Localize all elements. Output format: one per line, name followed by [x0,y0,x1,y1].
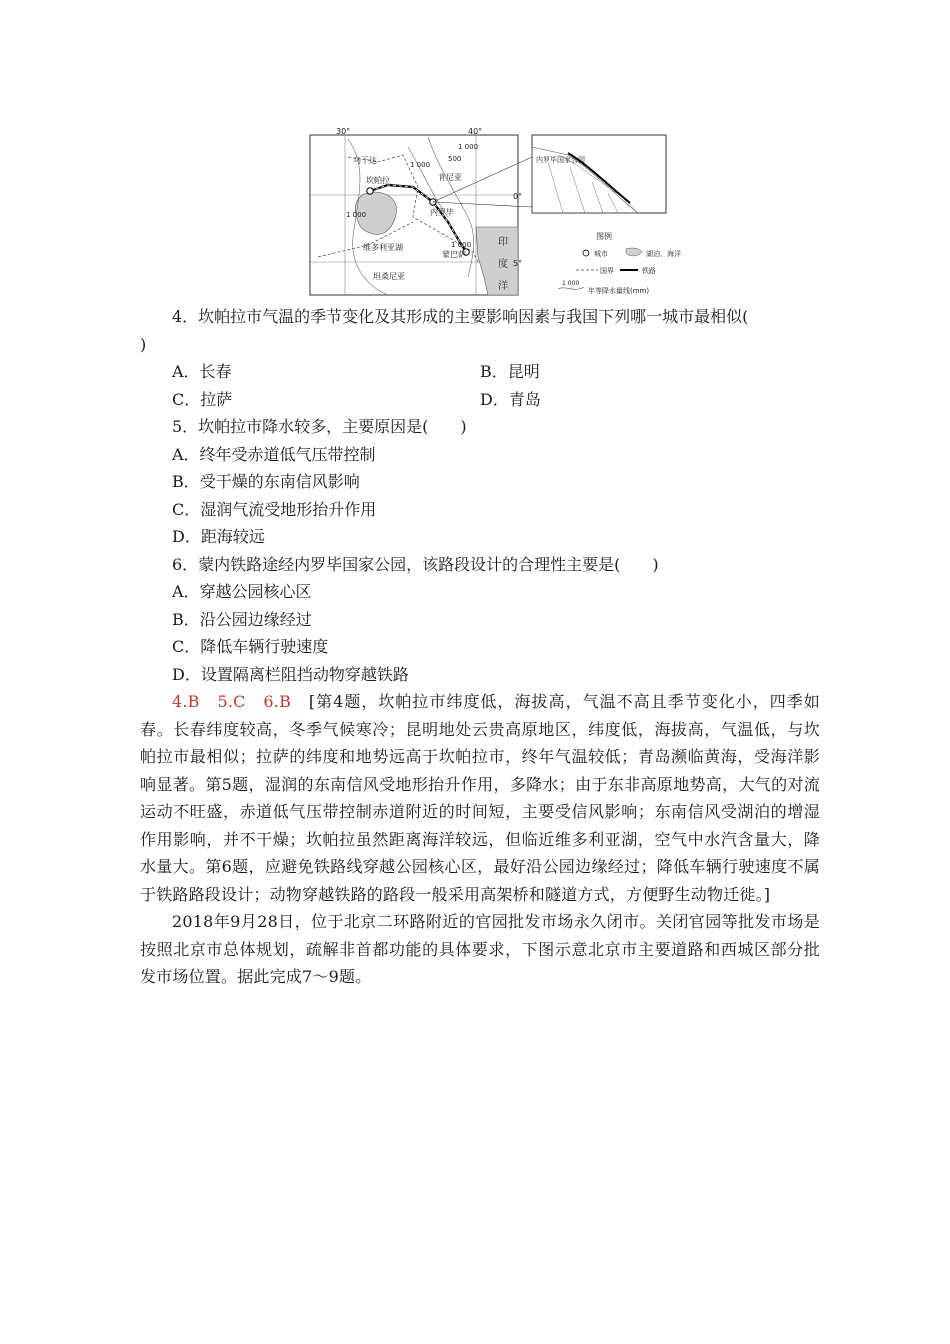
legend-label: 铁路 [642,267,656,275]
option: C．降低车辆行驶速度 [172,637,329,656]
city-label: 蒙巴萨 [442,250,466,259]
city-marker-kampala [367,188,373,194]
legend-label: 湖泊、海洋 [646,250,681,258]
question-stem: 4．坎帕拉市气温的季节变化及其形成的主要影响因素与我国下列哪一城市最相似( [172,307,749,326]
lat-label: 30° [336,127,351,136]
legend-isohyet-value: 1 000 [562,280,580,287]
lat-label: 5° [513,259,523,268]
answer-explanation [140,688,820,908]
country-label: 肯尼亚 [438,173,462,182]
answer-key: 4.B 5.C 6.B [172,692,292,711]
question-stem: 5．坎帕拉市降水较多，主要原因是( ) [172,417,467,436]
explanation-text: [第4题，坎帕拉市纬度低，海拔高，气温不高且季节变化小，四季如春。长春纬度较高，冬季气候寒冷；昆明地处云贵高原地区，纬度低，海拔高，气温低，与坎帕拉市最相似；拉萨的纬度和地势远高于坎帕拉市，终年气温较低；青岛濒临黄海，受海洋影响显著。第5题，湿润的东南信风受地形抬升作用，多降水；由于东非高原地势高，大气的对流运动不旺盛，赤道低气压带控制赤道附近的时间短，主要受信风影响；东南信风受湖泊的增湿作用影响，并不干燥；坎帕拉虽然距离海洋较远，但临近维多利亚湖，空气中水汽含量大，降水量大。第6题，应避免铁路线穿越公园核心区，最好沿公园边缘经过；降低车辆行驶速度不属于铁路路段设计；动物穿越铁路的路段一般采用高架桥和隧道方式，方便野生动物迁徙。] [140,692,821,904]
inset-label: 内罗毕国家公园 [536,156,585,164]
option: B．受干燥的东南信风影响 [172,472,360,491]
lake-label: 维多利亚湖 [363,243,403,252]
legend-label: 城市 [594,250,608,258]
country-label: 坦桑尼亚 [373,272,405,281]
option: C．拉萨 [172,389,233,409]
isohyet-label: 1 000 [346,211,367,219]
legend-isohyet-icon [558,287,584,289]
map-figure [308,127,681,297]
ocean-label: 印 [498,237,508,248]
option: B．沿公园边缘经过 [172,609,312,629]
option: D．设置隔离栏阻挡动物穿越铁路 [172,664,409,684]
option: A．长春 [172,362,232,381]
option: A．穿越公园核心区 [172,582,312,601]
option: B．昆明 [480,362,540,381]
option: A．终年受赤道低气压带控制 [172,444,376,464]
legend-lake-icon [626,248,642,256]
ocean-label: 洋 [498,281,508,292]
lat-label: 40° [468,127,483,136]
option: C．湿润气流受地形抬升作用 [172,499,377,519]
isohyet-label: 1 000 [458,143,479,151]
legend-title: 图例 [596,232,612,241]
question-stem: 6．蒙内铁路途经内罗毕国家公园，该路段设计的合理性主要是( ) [172,554,659,574]
option: D．青岛 [480,389,541,409]
option: D．距海较远 [172,527,265,546]
legend-label: 国界 [600,267,614,275]
lat-label: 0° [513,192,523,201]
intro-paragraph: 2018年9月28日，位于北京二环路附近的官园批发市场永久闭市。关闭官园等批发市场是按照北京市总体规划，疏解非首都功能的具体要求，下图示意北京市主要道路和西城区部分批发市场位置。据此完成7～9题。 [140,912,820,986]
country-label: 乌干达 [353,156,377,165]
legend-label: 年等降水量线(mm) [588,287,650,295]
isohyet-label: 500 [448,155,462,163]
ocean-label: 度 [498,259,508,270]
city-label: 坎帕拉 [366,176,390,185]
question-block [140,303,820,991]
isohyet-label: 1 000 [410,161,431,169]
question-stem-cont: ) [140,334,147,354]
city-label: 内罗毕 [430,208,454,217]
isohyet-label: 1 000 [451,241,472,249]
legend-city-icon [583,250,589,256]
